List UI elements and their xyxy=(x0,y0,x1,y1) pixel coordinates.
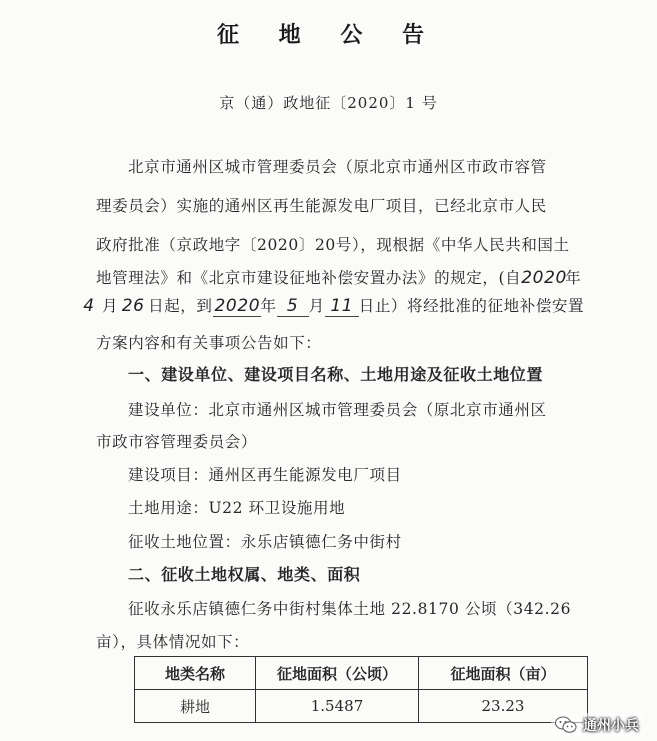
paragraph-text: 年 xyxy=(565,269,582,287)
section-heading: 二、征收土地权属、地类、面积 xyxy=(128,565,361,584)
handwritten-month: 4 xyxy=(83,296,95,316)
wechat-icon xyxy=(555,716,577,734)
paragraph-text: 年 xyxy=(260,297,277,315)
handwritten-day: 26 xyxy=(121,296,145,316)
project-line: 建设项目：通州区再生能源发电厂项目 xyxy=(128,466,402,484)
paragraph-line xyxy=(96,266,581,288)
land-table xyxy=(134,656,588,723)
table-row xyxy=(135,690,588,723)
section-heading: 一、建设单位、建设项目名称、土地用途及征收土地位置 xyxy=(128,365,544,384)
document-number: 京（通）政地征〔2020〕1 号 xyxy=(219,94,438,112)
paragraph-line: 北京市通州区城市管理委员会（原北京市通州区市政市容管 xyxy=(128,158,547,176)
watermark-label: 通州小兵 xyxy=(583,718,639,734)
paragraph-text: 月 xyxy=(102,297,119,315)
notice-title: 征 地 公 告 xyxy=(217,23,440,48)
paragraph-line: 理委员会）实施的通州区再生能源发电厂项目，已经北京市人民 xyxy=(96,197,547,215)
paragraph-text: 地管理法》和《北京市建设征地补偿安置办法》的规定，(自 xyxy=(96,269,522,287)
handwritten-month: 5 xyxy=(277,296,309,317)
table-header: 征地面积（公顷） xyxy=(256,657,419,690)
land-use-line: 土地用途：U22 环卫设施用地 xyxy=(128,499,346,517)
paragraph-text: 日起，到 xyxy=(148,297,213,315)
paragraph-line: 方案内容和有关事项公告如下： xyxy=(96,334,322,352)
paragraph-line xyxy=(76,294,584,317)
paragraph-text: 日止）将经批准的征地补偿安置 xyxy=(358,297,585,315)
table-cell: 23.23 xyxy=(419,690,588,723)
location-line: 征收土地位置：永乐店镇德仁务中街村 xyxy=(128,533,402,551)
area-line: 征收永乐店镇德仁务中街村集体土地 22.8170 公顷（342.26 xyxy=(128,600,572,618)
table-header-row xyxy=(135,657,588,690)
paragraph-text: 月 xyxy=(308,297,325,315)
handwritten-year: 2020 xyxy=(214,296,261,316)
watermark xyxy=(551,713,643,737)
table-cell: 耕地 xyxy=(135,690,256,723)
builder-line: 市政市容管理委员会） xyxy=(96,433,258,451)
builder-line: 建设单位：北京市通州区城市管理委员会（原北京市通州区 xyxy=(128,401,547,419)
handwritten-year: 2020 xyxy=(521,268,567,288)
paragraph-line: 政府批准（京政地字〔2020〕20号），现根据《中华人民共和国土 xyxy=(96,236,570,254)
area-line: 亩），具体情况如下： xyxy=(96,633,250,651)
handwritten-day: 11 xyxy=(325,296,359,317)
table-cell: 1.5487 xyxy=(256,690,419,723)
table-header: 征地面积（亩） xyxy=(419,657,588,690)
table-header: 地类名称 xyxy=(135,657,256,690)
